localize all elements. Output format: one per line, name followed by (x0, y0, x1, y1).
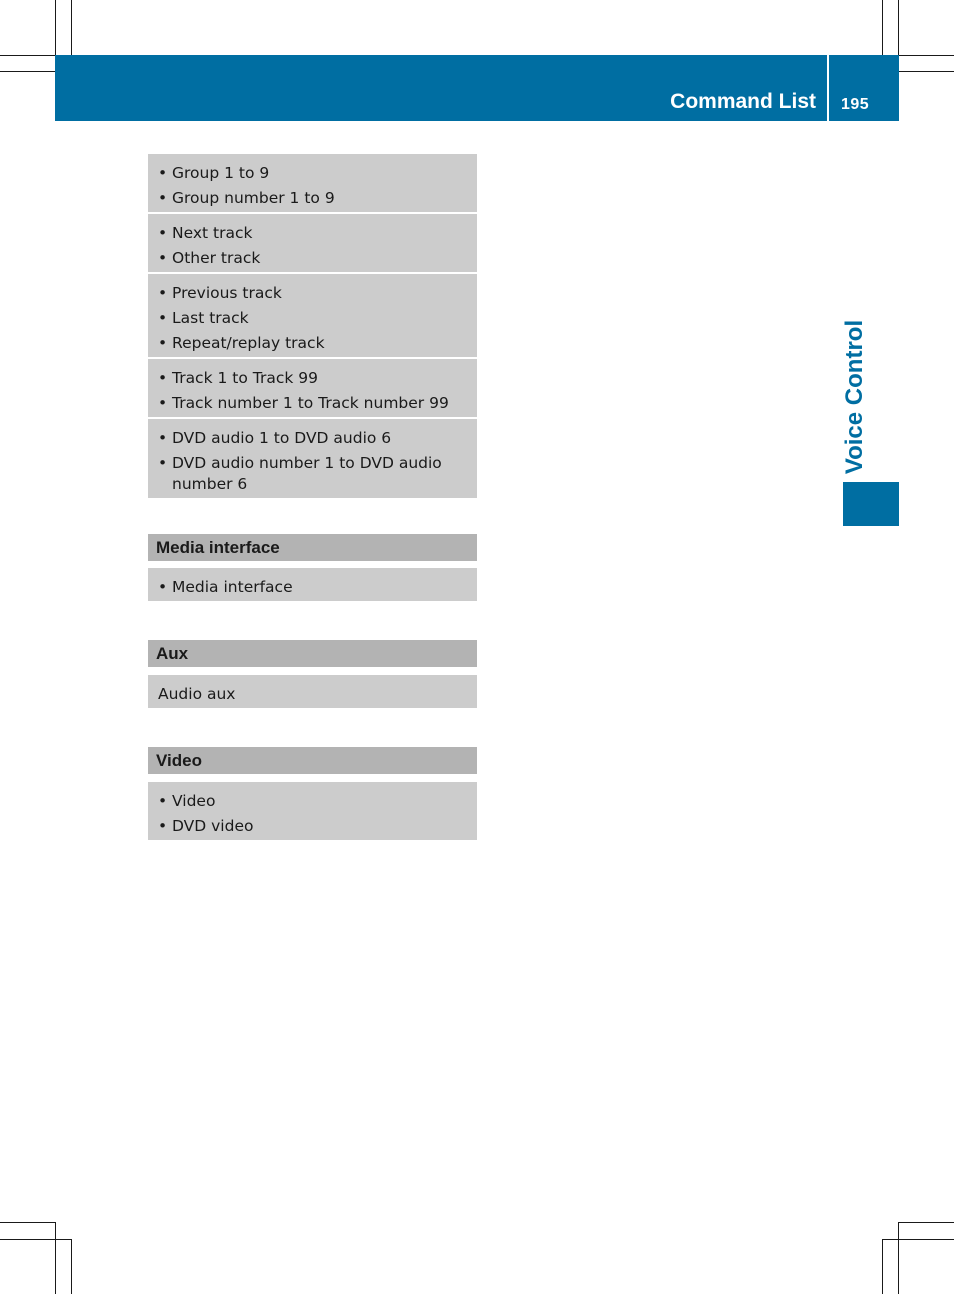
bullet-icon: • (158, 817, 168, 835)
crop-mark (0, 71, 55, 72)
command-cell (148, 359, 477, 419)
crop-mark (55, 0, 56, 55)
bullet-icon: • (158, 394, 168, 412)
command-item: • Track number 1 to Track number 99 (158, 391, 467, 416)
bullet-icon: • (158, 578, 168, 596)
command-cell (148, 214, 477, 274)
crop-mark (898, 1222, 899, 1294)
command-item: • Other track (158, 246, 467, 271)
crop-mark (899, 55, 954, 56)
command-item: • Next track (158, 221, 467, 246)
aux-table (148, 675, 477, 708)
crop-mark (71, 1239, 72, 1294)
command-cell (148, 782, 477, 840)
command-cell (148, 274, 477, 359)
command-item: • Track 1 to Track 99 (158, 366, 467, 391)
bullet-icon: • (158, 309, 168, 327)
command-item: • Group number 1 to 9 (158, 186, 467, 211)
crop-mark (0, 55, 55, 56)
command-item: • DVD video (158, 814, 467, 839)
side-tab-label: Voice Control (841, 319, 868, 475)
section-header-media-interface: Media interface (148, 534, 477, 561)
command-item: • Video (158, 789, 467, 814)
command-cell (148, 419, 477, 498)
crop-mark (882, 1239, 954, 1240)
bullet-icon: • (158, 284, 168, 302)
side-tab-marker (843, 482, 899, 526)
bullet-icon: • (158, 369, 168, 387)
command-item: • DVD audio 1 to DVD audio 6 (158, 426, 467, 451)
crop-mark (0, 1239, 71, 1240)
crop-mark (71, 0, 72, 55)
crop-mark (899, 1222, 954, 1223)
command-item: • Group 1 to 9 (158, 161, 467, 186)
page-number: 195 (841, 96, 870, 113)
command-item: • Last track (158, 306, 467, 331)
command-cell (148, 154, 477, 214)
crop-mark (0, 1222, 55, 1223)
command-item: • DVD audio number 1 to DVD audio number 6 (158, 454, 442, 493)
command-cell (148, 675, 477, 708)
command-item: • Repeat/replay track (158, 331, 467, 356)
media-commands-table (148, 154, 477, 498)
bullet-icon: • (158, 429, 168, 447)
bullet-icon: • (158, 792, 168, 810)
header-divider (827, 55, 829, 121)
bullet-icon: • (158, 249, 168, 267)
page-title: Command List (670, 90, 816, 113)
section-header-aux: Aux (148, 640, 477, 667)
bullet-icon: • (158, 454, 168, 472)
crop-mark (55, 1222, 56, 1294)
bullet-icon: • (158, 164, 168, 182)
crop-mark (898, 0, 899, 55)
bullet-icon: • (158, 189, 168, 207)
media-interface-table (148, 568, 477, 601)
command-item: • Previous track (158, 281, 467, 306)
video-table (148, 782, 477, 840)
bullet-icon: • (158, 224, 168, 242)
command-text: Audio aux (158, 685, 236, 703)
command-cell (148, 568, 477, 601)
section-header-video: Video (148, 747, 477, 774)
bullet-icon: • (158, 334, 168, 352)
crop-mark (899, 71, 954, 72)
crop-mark (882, 0, 883, 55)
command-item: • Media interface (158, 575, 467, 600)
crop-mark (882, 1239, 883, 1294)
